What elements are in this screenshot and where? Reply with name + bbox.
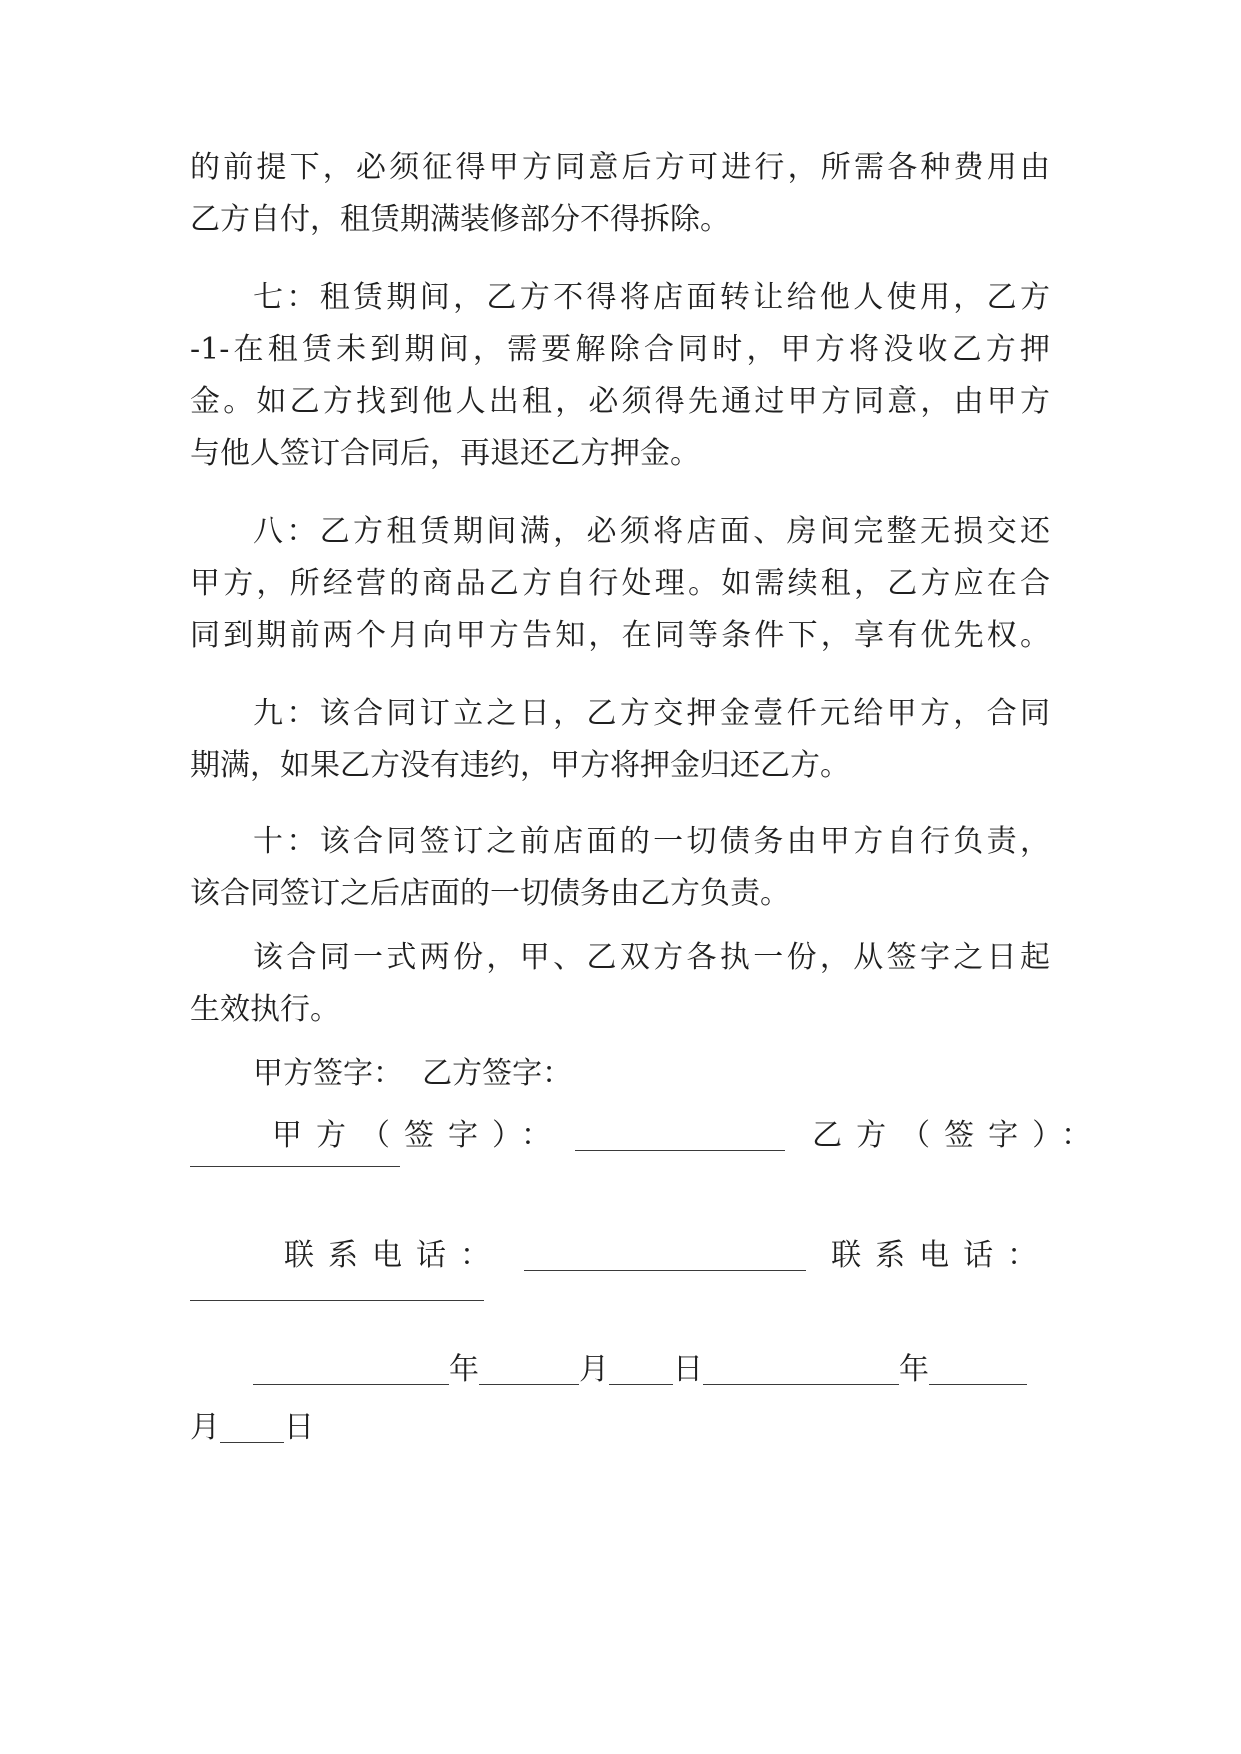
- date-a-day-blank[interactable]: [609, 1354, 673, 1385]
- text-line: 金。如乙方找到他人出租，必须得先通过甲方同意，由甲方: [190, 384, 1050, 419]
- clause-eight: 八：乙方租赁期间满，必须将店面、房间完整无损交还: [253, 514, 1050, 549]
- clause-seven: 七：租赁期间，乙方不得将店面转让给他人使用，乙方: [253, 280, 1050, 315]
- clause-ten: 十：该合同签订之前店面的一切债务由甲方自行负责，: [253, 824, 1050, 859]
- text-line: 同到期前两个月向甲方告知，在同等条件下，享有优先权。: [190, 618, 1050, 653]
- date-b-month-label: 月: [190, 1410, 220, 1445]
- date-b-day-blank[interactable]: [220, 1412, 284, 1443]
- text-line: 的前提下，必须征得甲方同意后方可进行，所需各种费用由: [190, 150, 1050, 185]
- date-b-year-blank[interactable]: [703, 1354, 899, 1385]
- phone-a-blank[interactable]: [524, 1240, 806, 1271]
- phone-row: [284, 1236, 1064, 1276]
- party-a-sign-blank[interactable]: [575, 1120, 785, 1151]
- date-b-year-label: 年: [899, 1352, 929, 1387]
- phone-b-blank[interactable]: [190, 1300, 484, 1301]
- text-line: 期满，如果乙方没有违约，甲方将押金归还乙方。: [190, 748, 850, 783]
- phone-b-label: 联系电话：: [831, 1238, 1052, 1273]
- clause-nine: 九：该合同订立之日，乙方交押金壹仟元给甲方，合同: [253, 696, 1050, 731]
- date-a-month-label: 月: [579, 1352, 609, 1387]
- date-row-continued: [190, 1408, 1050, 1448]
- date-a-day-label: 日: [673, 1352, 703, 1387]
- date-a-year-blank[interactable]: [253, 1354, 449, 1385]
- text-line: 甲方，所经营的商品乙方自行处理。如需续租，乙方应在合: [190, 566, 1050, 601]
- date-row: [253, 1350, 1053, 1390]
- closing-clause: 该合同一式两份，甲、乙双方各执一份，从签字之日起: [253, 940, 1050, 975]
- party-a-sign-label: 甲方（签字）：: [272, 1118, 565, 1153]
- text-line: -1-在租赁未到期间，需要解除合同时，甲方将没收乙方押: [190, 332, 1050, 367]
- party-signature-row: [272, 1116, 1106, 1156]
- party-b-sign-label: 乙方（签字）：: [812, 1118, 1106, 1153]
- date-b-month-blank[interactable]: [929, 1354, 1027, 1385]
- text-line: 该合同签订之后店面的一切债务由乙方负责。: [190, 876, 790, 911]
- signature-heading: 甲方签字： 乙方签字：: [253, 1056, 573, 1091]
- text-line: 生效执行。: [190, 992, 340, 1027]
- date-a-month-blank[interactable]: [479, 1354, 579, 1385]
- text-line: 乙方自付，租赁期满装修部分不得拆除。: [190, 202, 730, 237]
- text-line: 与他人签订合同后，再退还乙方押金。: [190, 436, 700, 471]
- phone-a-label: 联系电话：: [284, 1238, 504, 1273]
- date-a-year-label: 年: [449, 1352, 479, 1387]
- date-b-day-label: 日: [284, 1410, 314, 1445]
- party-b-sign-blank[interactable]: [190, 1166, 400, 1167]
